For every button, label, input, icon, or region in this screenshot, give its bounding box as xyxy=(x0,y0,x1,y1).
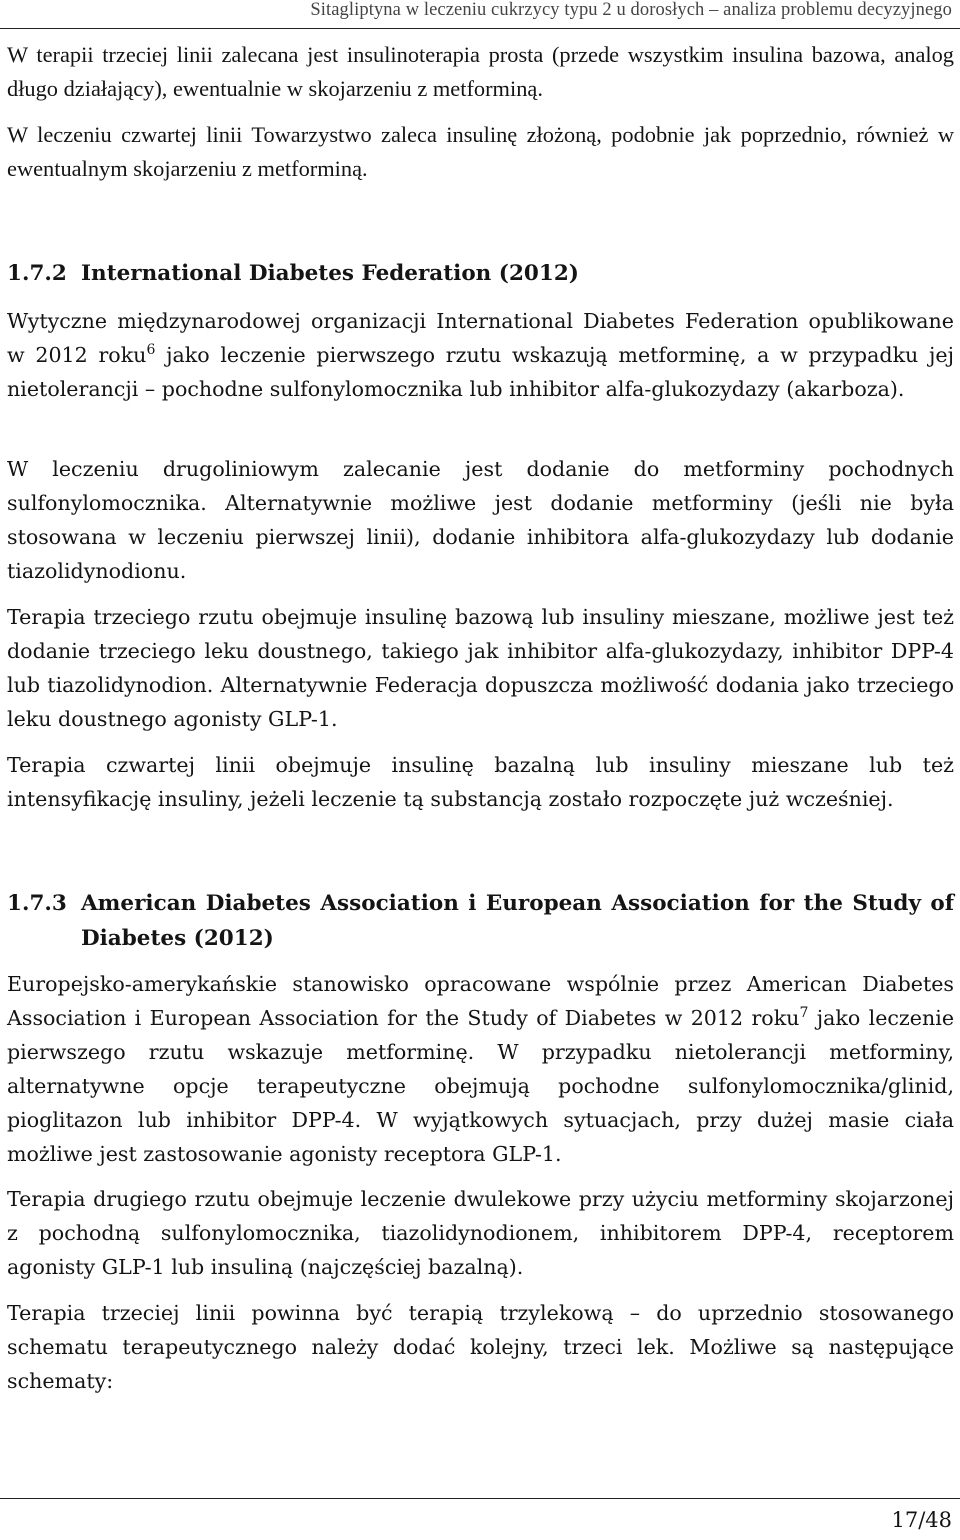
sec173-paragraph-2: Terapia drugiego rzutu obejmuje leczenie dwulekowe przy użyciu metforminy skojarzonej z pochodną sulfonylomocznika, tiazolidynodionem, inhibitorem DPP-4, receptorem agonisty GLP-1 lub insuliną (najczęściej bazalną). xyxy=(7,1187,954,1279)
sec172-paragraph-1: Wytyczne międzynarodowej organizacji International Diabetes Federation opublikowane w 2012 roku$^6$ jako leczenie pierwszego rzutu wskazują metforminę, a w przypadku jej nietolerancji – pochodne sulfonylomocznika lub inhibitor alfa-glukozydazy (akarboza). xyxy=(7,309,954,401)
header-divider xyxy=(0,28,960,29)
section-heading-1-7-2 xyxy=(7,256,954,291)
running-header: Sitagliptyna w leczeniu cukrzycy typu 2 u dorosłych – analiza problemu decyzyjnego xyxy=(310,0,952,20)
sec173-paragraph-1: Europejsko-amerykańskie stanowisko opracowane wspólnie przez American Diabetes Association i European Association for the Study of Diabetes w 2012 roku$^7$ jako leczenie pierwszego rzutu wskazuje metforminę. W przypadku nietolerancji metforminy, alternatywne opcje terapeutyczne obejmują pochodne sulfonylomocznika/glinid, pioglitazon lub inhibitor DPP-4. W wyjątkowych sytuacjach, przy dużej masie ciała możliwe jest zastosowanie agonisty receptora GLP-1. xyxy=(7,972,955,1166)
footnote-ref: 7 xyxy=(799,1005,809,1021)
sec172-paragraph-2: W leczeniu drugoliniowym zalecanie jest dodanie do metforminy pochodnych sulfonylomocznika. Alternatywnie możliwe jest dodanie metforminy (jeśli nie była stosowana w leczeniu pierwszej linii), dodanie inhibitora alfa-glukozydazy lub dodanie tiazolidynodionu. xyxy=(7,457,954,583)
sec172-paragraph-4: Terapia czwartej linii obejmuje insulinę bazalną lub insuliny mieszane lub też intensyfikację insuliny, jeżeli leczenie tą substancją zostało rozpoczęte już wcześniej. xyxy=(7,753,954,811)
sec173-paragraph-3: Terapia trzeciej linii powinna być terapią trzylekową – do uprzednio stosowanego schematu terapeutycznego należy dodać kolejny, trzeci lek. Możliwe są następujące schematy: xyxy=(7,1301,954,1393)
section-number: 1.7.2 xyxy=(7,261,67,286)
page-number: 17/48 xyxy=(891,1508,952,1532)
intro-paragraph-2: W leczeniu czwartej linii Towarzystwo zaleca insulinę złożoną, podobnie jak poprzednio, również w ewentualnym skojarzeniu z metforminą. xyxy=(7,122,954,181)
intro-paragraph-1: W terapii trzeciej linii zalecana jest insulinoterapia prosta (przede wszystkim insulina bazowa, analog długo działający), ewentualnie w skojarzeniu z metforminą. xyxy=(7,42,954,101)
section-number: 1.7.3 xyxy=(7,891,67,916)
footer-divider xyxy=(0,1498,960,1499)
sec172-paragraph-3: Terapia trzeciego rzutu obejmuje insulinę bazową lub insuliny mieszane, możliwe jest też dodanie trzeciego leku doustnego, takiego jak inhibitor alfa-glukozydazy, inhibitor DPP-4 lub tiazolidynodion. Alternatywnie Federacja dopuszcza możliwość dodania jako trzeciego leku doustnego agonisty GLP-1. xyxy=(7,605,954,731)
section-heading-1-7-3 xyxy=(7,886,954,956)
footnote-ref: 6 xyxy=(146,342,156,358)
section-title: American Diabetes Association i European Association for the Study of Diabetes (2012) xyxy=(81,891,954,951)
section-title: International Diabetes Federation (2012) xyxy=(81,261,579,286)
